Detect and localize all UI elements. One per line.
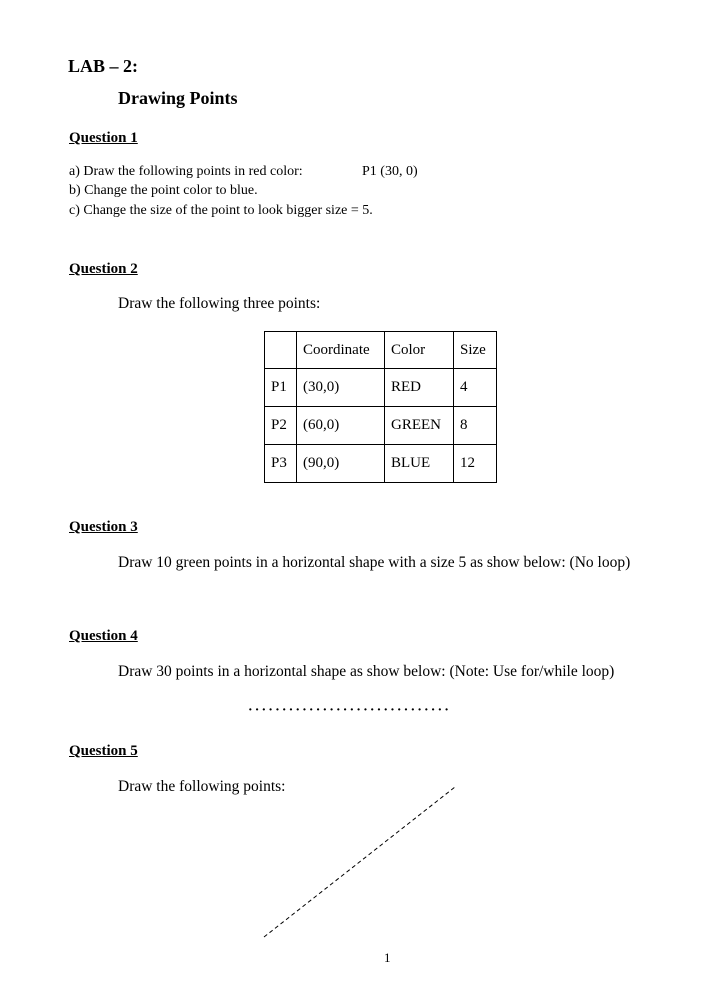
table-cell: 12 <box>454 445 497 483</box>
table-cell: (60,0) <box>297 407 385 445</box>
question-1-item-b: b) Change the point color to blue. <box>69 183 258 198</box>
question-1-point: P1 (30, 0) <box>362 164 418 179</box>
table-cell: (90,0) <box>297 445 385 483</box>
question-3-heading: Question 3 <box>69 519 138 535</box>
table-header-cell: Size <box>454 332 497 369</box>
question-1-item-c: c) Change the size of the point to look bigger size = 5. <box>69 203 373 218</box>
table-cell: 8 <box>454 407 497 445</box>
page-number: 1 <box>384 950 391 965</box>
table-header-cell: Coordinate <box>297 332 385 369</box>
table-cell: GREEN <box>385 407 454 445</box>
horizontal-dots-figure: ······························ <box>248 703 452 718</box>
question-2-text: Draw the following three points: <box>118 295 321 312</box>
diagonal-dashed-line <box>264 787 455 937</box>
table-cell: (30,0) <box>297 369 385 407</box>
question-1-item-a: a) Draw the following points in red color: <box>69 164 303 179</box>
question-5-heading: Question 5 <box>69 743 138 759</box>
table-header-cell: Color <box>385 332 454 369</box>
table-cell: P3 <box>265 445 297 483</box>
question-2-heading: Question 2 <box>69 261 138 277</box>
table-cell: BLUE <box>385 445 454 483</box>
question-5-text: Draw the following points: <box>118 778 286 795</box>
lab-title: LAB – 2: <box>68 56 139 76</box>
table-cell: 4 <box>454 369 497 407</box>
table-cell: P2 <box>265 407 297 445</box>
question-1-heading: Question 1 <box>69 130 138 146</box>
question-4-text: Draw 30 points in a horizontal shape as show below: (Note: Use for/while loop) <box>118 663 615 680</box>
page-title: Drawing Points <box>118 88 238 108</box>
question-4-heading: Question 4 <box>69 628 138 644</box>
question-3-text: Draw 10 green points in a horizontal shape with a size 5 as show below: (No loop) <box>118 554 631 571</box>
table-cell: RED <box>385 369 454 407</box>
table-cell: P1 <box>265 369 297 407</box>
